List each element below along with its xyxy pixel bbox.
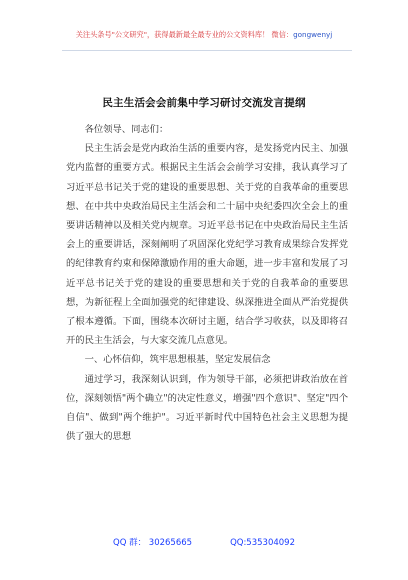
header-banner [0, 30, 408, 40]
section-heading-1: 一、心怀信仰，筑牢思想根基，坚定发展信念 [84, 354, 271, 366]
header-promo-text: 关注头条号"公文研究"，获得最新最全最专业的公文资料库！ 微信： [75, 30, 294, 39]
footer-contact [0, 536, 408, 548]
document-title: 民主生活会会前集中学习研讨交流发言提纲 [102, 97, 306, 109]
paragraph-section-1: 通过学习，我深刻认识到，作为领导干部，必须把讲政治放在首位，深刻领悟"两个确立"的决定性意义，增强"四个意识"、坚定"四个自信"、做到"两个维护"。习近平新时代中国特色社会主义思想为提供了强大的思想 [66, 373, 348, 443]
header-wechat-id[interactable]: gongwenyj [293, 30, 333, 39]
footer-qq-number: QQ:535304092 [230, 538, 295, 548]
salutation: 各位领导、同志们： [84, 124, 169, 135]
paragraph-intro: 民主生活会是党内政治生活的重要内容，是发扬党内民主、加强党内监督的重要方式。根据民主生活会会前学习安排，我认真学习了习近平总书记关于党的建设的重要思想、关于党的自我革命的重要思想、在中共中央政治局民主生活会和二十届中央纪委四次全会上的重要讲话精神以及相关党内规章。习近平总书记在中央政治局民主生活会上的重要讲话，深刻阐明了巩固深化党纪学习教育成果综合发挥党的纪律教育约束和保障激励作用的重大命题，进一步丰富和发展了习近平总书记关于党的建设的重要思想和关于党的自我革命的重要思想，为新征程上全面加强党的纪律建设、纵深推进全面从严治党提供了根本遵循。下面，围绕本次研讨主题，结合学习收获，以及即将召开的民主生活会，与大家交流几点意见。 [66, 143, 348, 347]
document-body [66, 120, 348, 446]
header-divider [62, 50, 352, 51]
footer-qq-group: QQ 群： 30265665 [113, 538, 193, 548]
